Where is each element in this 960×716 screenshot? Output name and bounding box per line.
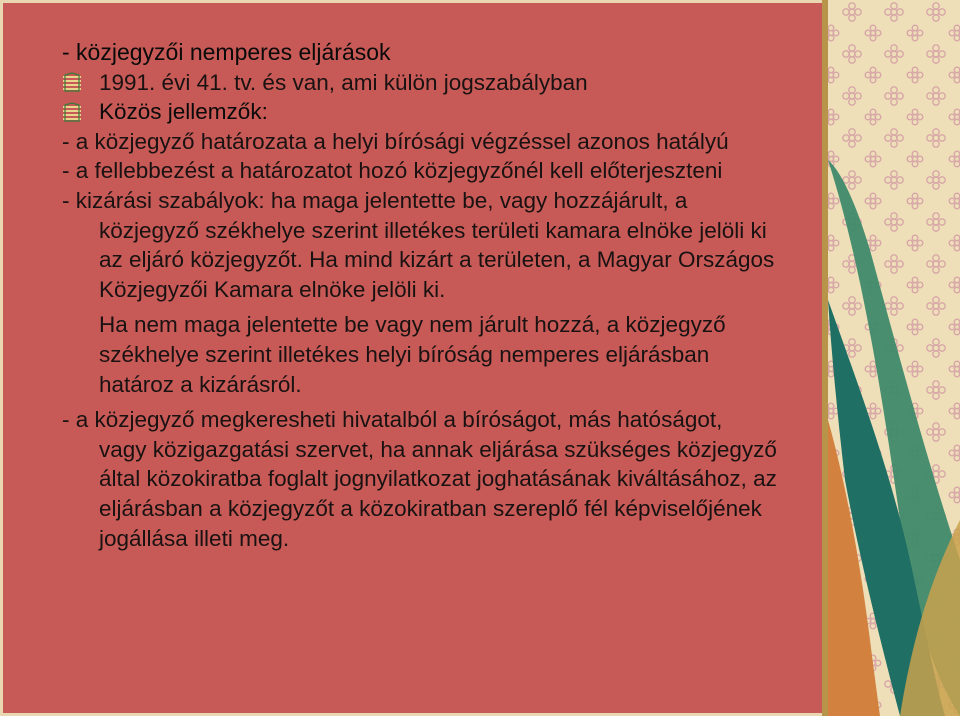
slide-body: [62, 38, 912, 553]
bullet-text: Közös jellemzők:: [99, 99, 268, 125]
paragraph-line: - a közjegyző határozata a helyi bírósági végzéssel azonos hatályú: [62, 128, 729, 154]
slide-title: - közjegyzői nemperes eljárások: [62, 39, 391, 65]
paragraph-line: határoz a kizárásról.: [99, 371, 302, 397]
paragraph-line: jogállása illeti meg.: [99, 525, 290, 551]
paragraph-line: által közokiratba foglalt jognyilatkozat joghatásának kiváltásához, az: [99, 466, 777, 492]
striped-bullet-icon: [62, 72, 82, 92]
paragraph-line: - a közjegyző megkeresheti hivatalból a bíróságot, más hatóságot,: [62, 407, 723, 433]
paragraph-line: - kizárási szabályok: ha maga jelentette be, vagy hozzájárult, a: [62, 187, 688, 213]
striped-bullet-icon: [62, 102, 82, 122]
bullet-item: [62, 68, 912, 98]
paragraph-line: eljárásban a közjegyzőt a közokiratban szereplő fél képviselőjének: [99, 495, 762, 521]
bullet-text: 1991. évi 41. tv. és van, ami külön jogszabályban: [99, 69, 588, 95]
paragraph-line: vagy közigazgatási szervet, ha annak eljárása szükséges közjegyző: [99, 436, 777, 462]
paragraph-line: székhelye szerint illetékes helyi bíróság nemperes eljárásban: [99, 341, 710, 367]
paragraph-line: közjegyző székhelye szerint illetékes területi kamara elnöke jelöli ki: [99, 217, 767, 243]
bullet-item: [62, 97, 912, 127]
paragraph-line: Ha nem maga jelentette be vagy nem járult hozzá, a közjegyző: [99, 312, 726, 338]
paragraph-line: Közjegyzői Kamara elnöke jelöli ki.: [99, 276, 446, 302]
panel-top-border: [0, 0, 822, 3]
paragraph-line: - a fellebbezést a határozatot hozó közjegyzőnél kell előterjeszteni: [62, 158, 723, 184]
paragraph-line: az eljáró közjegyzőt. Ha mind kizárt a területen, a Magyar Országos: [99, 247, 775, 273]
panel-left-border: [0, 0, 3, 716]
